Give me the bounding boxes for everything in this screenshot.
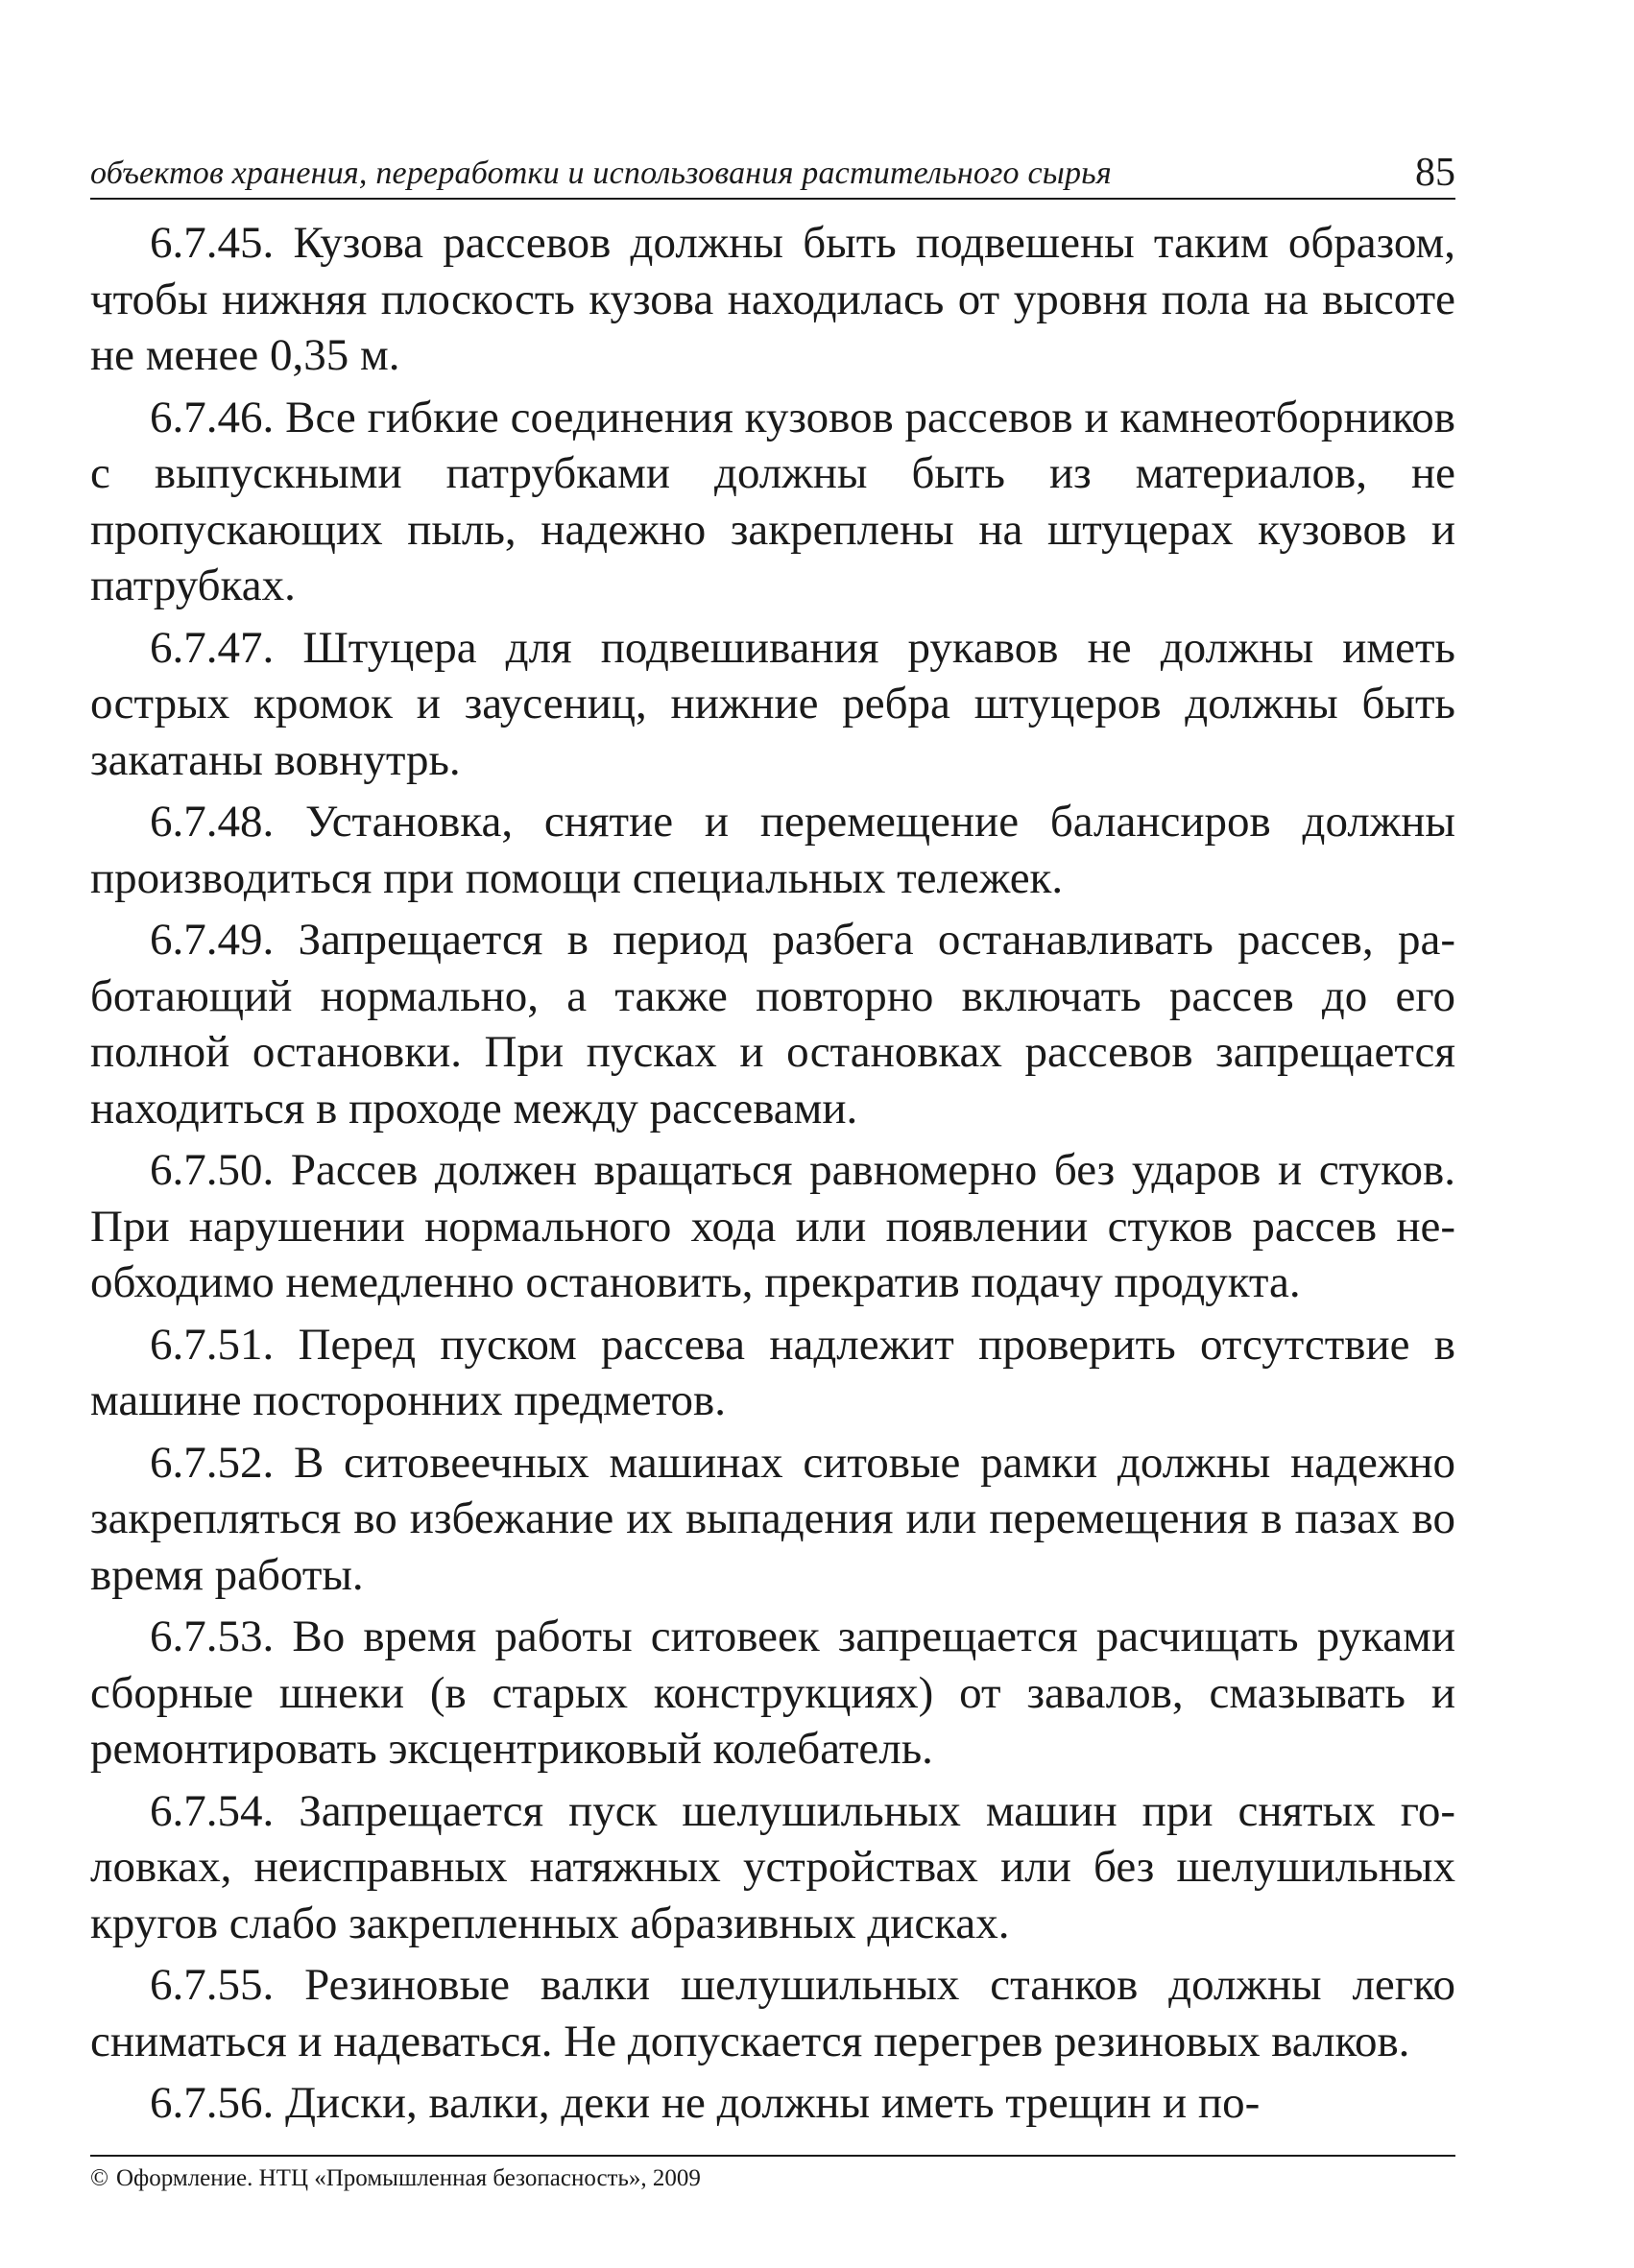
paragraph-6-7-46: 6.7.46. Все гибкие соединения кузовов рассевов и камнеотборников с выпускными патрубками должны быть из материалов, не пропускающих пыль, надежно закреплены на штуцерах кузовов и патрубках. <box>90 392 1455 610</box>
paragraph-6-7-50: 6.7.50. Рассев должен вращаться равномерно без ударов и стуков. При нарушении нормального хода или появлении стуков рассев необходимо немедленно остановить, прекратив подачу продукта. <box>90 1145 1455 1307</box>
footer-divider <box>90 2155 1455 2157</box>
footer-copyright <box>90 2165 701 2192</box>
copyright-icon: © <box>90 2165 108 2191</box>
header-divider <box>90 198 1455 200</box>
running-header <box>90 142 1455 200</box>
paragraph-6-7-48: 6.7.48. Установка, снятие и перемещение балансиров должны производиться при помощи специальных тележек. <box>90 797 1455 903</box>
paragraph-6-7-47: 6.7.47. Штуцера для подвешивания рукавов не должны иметь острых кромок и заусениц, нижние ребра штуцеров должны быть закатаны вовнутрь. <box>90 622 1455 785</box>
paragraph-6-7-53: 6.7.53. Во время работы ситовеек запрещается расчищать руками сборные шнеки (в старых конструкциях) от завалов, смазывать и ремонтировать эксцентриковый колебатель. <box>90 1611 1455 1774</box>
paragraph-6-7-55: 6.7.55. Резиновые валки шелушильных станков должны легко сниматься и надеваться. Не допускается перегрев резиновых валков. <box>90 1960 1455 2066</box>
page-number: 85 <box>1415 151 1455 195</box>
running-title: объектов хранения, переработки и использования растительного сырья <box>90 155 1112 191</box>
paragraph-6-7-49: 6.7.49. Запрещается в период разбега останавливать рассев, работающий нормально, а также повторно включать рассев до его полной остановки. При пусках и остановках рассевов запрещается находиться в проходе между рассевами. <box>90 915 1455 1134</box>
paragraph-6-7-54: 6.7.54. Запрещается пуск шелушильных машин при снятых головках, неисправных натяжных устройствах или без шелушильных кругов слабо закрепленных абразивных дисках. <box>90 1785 1455 1948</box>
paragraph-6-7-45: 6.7.45. Кузова рассевов должны быть подвешены таким образом, чтобы нижняя плоскость кузова находилась от уровня пола на высоте не менее 0,35 м. <box>90 218 1455 380</box>
paragraph-6-7-52: 6.7.52. В ситовеечных машинах ситовые рамки должны надежно закрепляться во избежание их выпадения или перемещения в пазах во время работы. <box>90 1437 1455 1600</box>
paragraph-6-7-56: 6.7.56. Диски, валки, деки не должны иметь трещин и по- <box>150 2078 1261 2128</box>
body-text <box>90 215 1455 2137</box>
footer-text: Оформление. НТЦ «Промышленная безопасность», 2009 <box>116 2165 701 2191</box>
paragraph-6-7-51: 6.7.51. Перед пуском рассева надлежит проверить отсутствие в машине посторонних предметов. <box>90 1319 1455 1425</box>
